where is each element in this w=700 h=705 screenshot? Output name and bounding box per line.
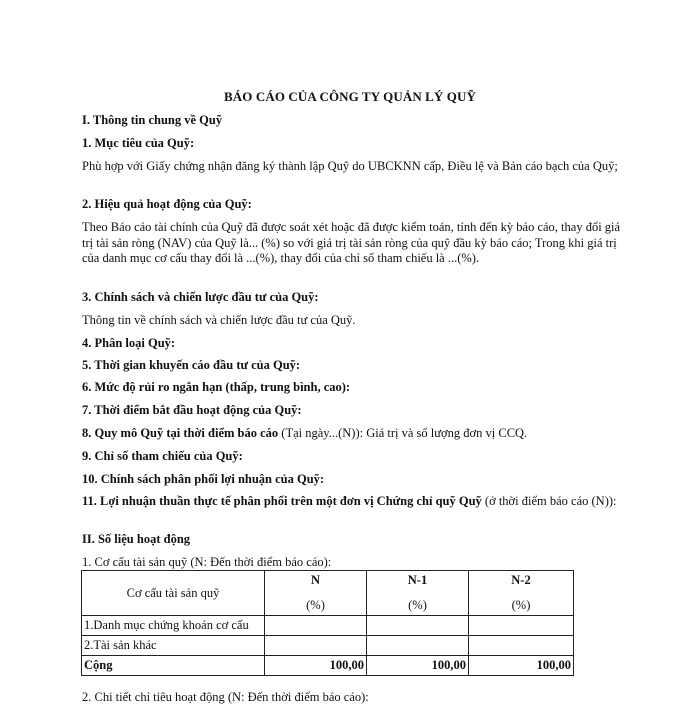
item-11-detail: (ở thời điểm báo cáo (N)): — [481, 494, 617, 508]
column-header-n: N (%) — [265, 571, 367, 616]
column-header-n-1: N-1 (%) — [367, 571, 469, 616]
item-8-line — [82, 426, 622, 442]
row-label: 1.Danh mục chứng khoán cơ cấu — [82, 616, 265, 636]
item-8-heading: 8. Quy mô Quỹ tại thời điểm báo cáo — [82, 426, 279, 440]
cell-value — [265, 636, 367, 656]
item-1-body: Phù hợp với Giấy chứng nhận đăng ký thành lập Quỹ do UBCKNN cấp, Điều lệ và Bản cáo bạch của Quỹ; — [82, 159, 618, 173]
item-2-body: Theo Báo cáo tài chính của Quỹ đã được soát xét hoặc đã được kiểm toán, tính đến kỳ báo cáo, thay đổi giá trị tài sản ròng (NAV) của Quỹ là... (%) so với giá trị tài sản ròng của quỹ đầu kỳ báo cáo; Trong khi giá trị của danh mục cơ cấu thay đổi là ...(%), thay đổi của chỉ số tham chiếu là ...(%). — [82, 220, 621, 265]
item-5-heading: 5. Thời gian khuyến cáo đầu tư của Quỹ: — [82, 358, 301, 372]
item-3-heading: 3. Chính sách và chiến lược đầu tư của Quỹ: — [82, 290, 319, 304]
section-1-heading: I. Thông tin chung về Quỹ — [82, 113, 223, 127]
cell-total-n-2: 100,00 — [469, 656, 574, 676]
cell-value — [367, 636, 469, 656]
item-6-heading: 6. Mức độ rủi ro ngắn hạn (thấp, trung bình, cao): — [82, 380, 351, 394]
table-row — [82, 636, 574, 656]
table-row — [82, 616, 574, 636]
column-header-n-2: N-2 (%) — [469, 571, 574, 616]
item-1-heading: 1. Mục tiêu của Quỹ: — [82, 136, 195, 150]
item-9-heading: 9. Chỉ số tham chiếu của Quỹ: — [82, 449, 243, 463]
item-3-body: Thông tin về chính sách và chiến lược đầu tư của Quỹ. — [82, 313, 356, 327]
cell-value — [469, 616, 574, 636]
cell-value — [469, 636, 574, 656]
cell-value — [265, 616, 367, 636]
item-11-heading: 11. Lợi nhuận thuần thực tế phân phối trên một đơn vị Chứng chỉ quỹ Quỹ — [82, 494, 482, 508]
table-header-row — [82, 571, 574, 616]
cell-value — [367, 616, 469, 636]
table-caption: 1. Cơ cấu tài sản quỹ (N: Đến thời điểm báo cáo): — [82, 555, 332, 569]
table-total-row — [82, 656, 574, 676]
table-header-label: Cơ cấu tài sản quỹ — [82, 571, 265, 616]
row-label-total: Cộng — [82, 656, 265, 676]
cell-total-n-1: 100,00 — [367, 656, 469, 676]
row-label: 2.Tài sản khác — [82, 636, 265, 656]
item-7-heading: 7. Thời điểm bắt đầu hoạt động của Quỹ: — [82, 403, 302, 417]
item-4-heading: 4. Phân loại Quỹ: — [82, 336, 176, 350]
next-table-caption: 2. Chi tiết chỉ tiêu hoạt động (N: Đến thời điểm báo cáo): — [82, 690, 369, 704]
item-8-detail: (Tại ngày...(N)): Giá trị và số lượng đơn vị CCQ. — [278, 426, 528, 440]
item-11-line — [82, 494, 622, 510]
report-title: BÁO CÁO CỦA CÔNG TY QUẢN LÝ QUỸ — [224, 89, 476, 104]
item-2-heading: 2. Hiệu quả hoạt động của Quỹ: — [82, 197, 252, 211]
asset-structure-table — [81, 570, 574, 676]
section-2-heading: II. Số liệu hoạt động — [82, 532, 191, 546]
cell-total-n: 100,00 — [265, 656, 367, 676]
item-10-heading: 10. Chính sách phân phối lợi nhuận của Quỹ: — [82, 472, 325, 486]
